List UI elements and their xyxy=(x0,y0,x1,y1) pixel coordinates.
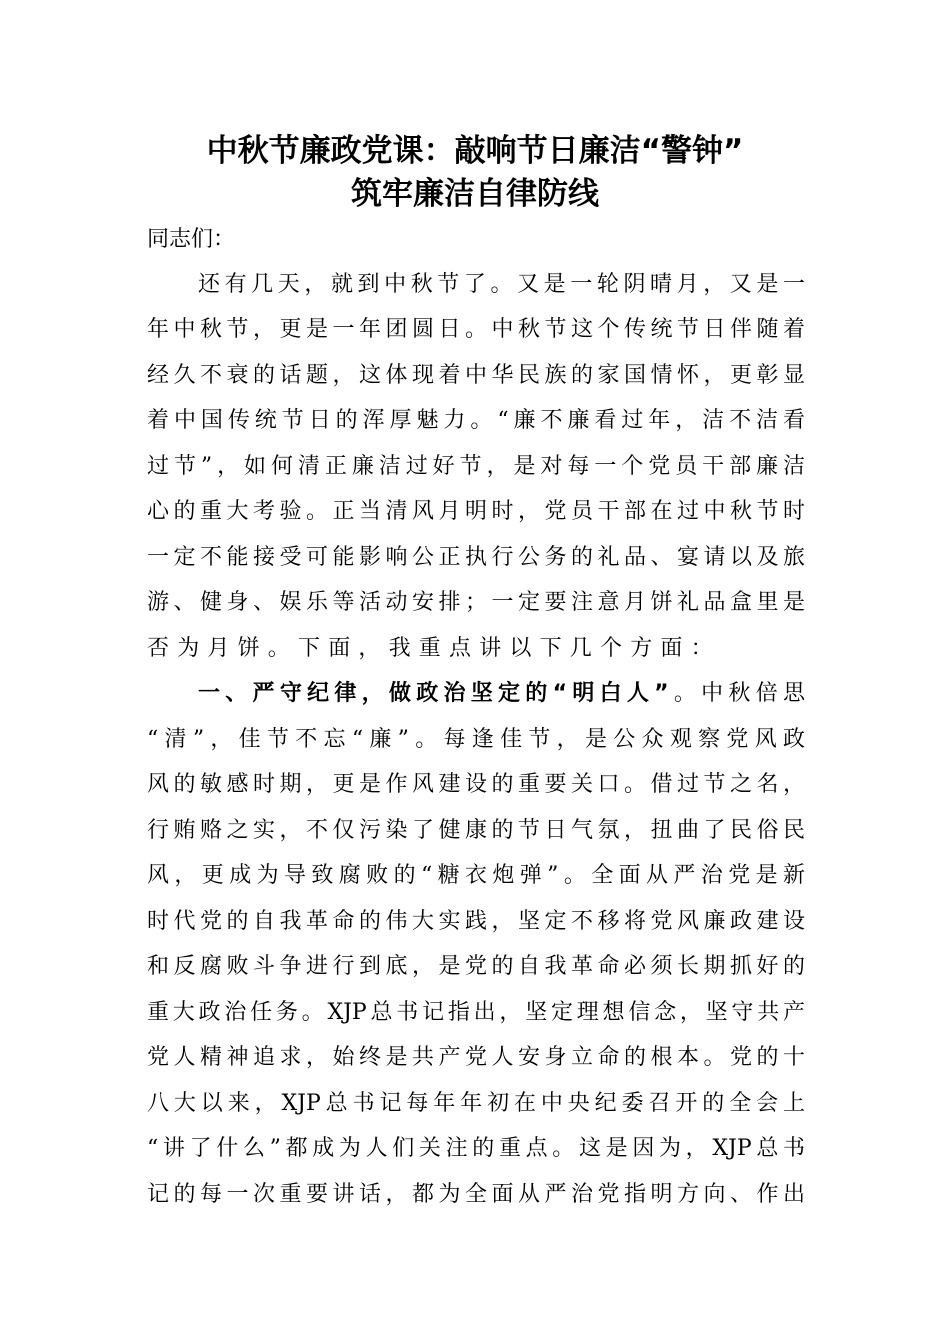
text-line: 党人精神追求，始终是共产党人安身立命的根本。党的十 xyxy=(147,1045,805,1070)
text-line: 风，更成为导致腐败的“糖衣炮弹”。全面从严治党是新 xyxy=(147,863,805,888)
text-line: “讲了什么”都成为人们关注的重点。这是因为，XJP总书 xyxy=(147,1136,805,1161)
text-line: 否为月饼。下面，我重点讲以下几个方面： xyxy=(147,636,721,661)
text-line: 八大以来，XJP总书记每年年初在中央纪委召开的全会上 xyxy=(147,1091,805,1116)
text-line: 着中国传统节日的浑厚魅力。“廉不廉看过年，洁不洁看 xyxy=(147,408,805,433)
text-line: 一定不能接受可能影响公正执行公务的礼品、宴请以及旅 xyxy=(147,545,805,570)
text-line: 游、健身、娱乐等活动安排；一定要注意月饼礼品盒里是 xyxy=(147,590,805,615)
text-line: 和反腐败斗争进行到底，是党的自我革命必须长期抓好的 xyxy=(147,954,805,979)
text-line: 年中秋节，更是一年团圆日。中秋节这个传统节日伴随着 xyxy=(147,317,805,342)
document-title-line-1: 中秋节廉政党课：敲响节日廉洁“警钟” xyxy=(206,133,744,169)
text-line: 记的每一次重要讲话，都为全面从严治党指明方向、作出 xyxy=(147,1182,805,1207)
text-line: 心的重大考验。正当清风月明时，党员干部在过中秋节时 xyxy=(147,499,805,524)
text-line: 经久不衰的话题，这体现着中华民族的家国情怀，更彰显 xyxy=(147,363,805,388)
section-heading: 一、严守纪律，做政治坚定的“明白人” xyxy=(198,681,669,706)
document-title-line-2: 筑牢廉洁自律防线 xyxy=(351,176,599,212)
section-heading-line xyxy=(198,679,805,709)
text-line: 过节”，如何清正廉洁过好节，是对每一个党员干部廉洁 xyxy=(147,454,805,479)
text-line: 风的敏感时期，更是作风建设的重要关口。借过节之名， xyxy=(147,772,805,797)
text-line: 重大政治任务。XJP总书记指出，坚定理想信念，坚守共产 xyxy=(147,1000,805,1025)
greeting: 同志们： xyxy=(147,227,236,252)
heading-rest-text: 。中秋倍思 xyxy=(668,681,805,706)
text-line: 还有几天，就到中秋节了。又是一轮阴晴月，又是一 xyxy=(198,272,805,297)
text-line: 时代党的自我革命的伟大实践，坚定不移将党风廉政建设 xyxy=(147,909,805,934)
text-line: “清”，佳节不忘“廉”。每逢佳节，是公众观察党风政 xyxy=(147,727,805,752)
text-line: 行贿赂之实，不仅污染了健康的节日气氛，扭曲了民俗民 xyxy=(147,818,805,843)
